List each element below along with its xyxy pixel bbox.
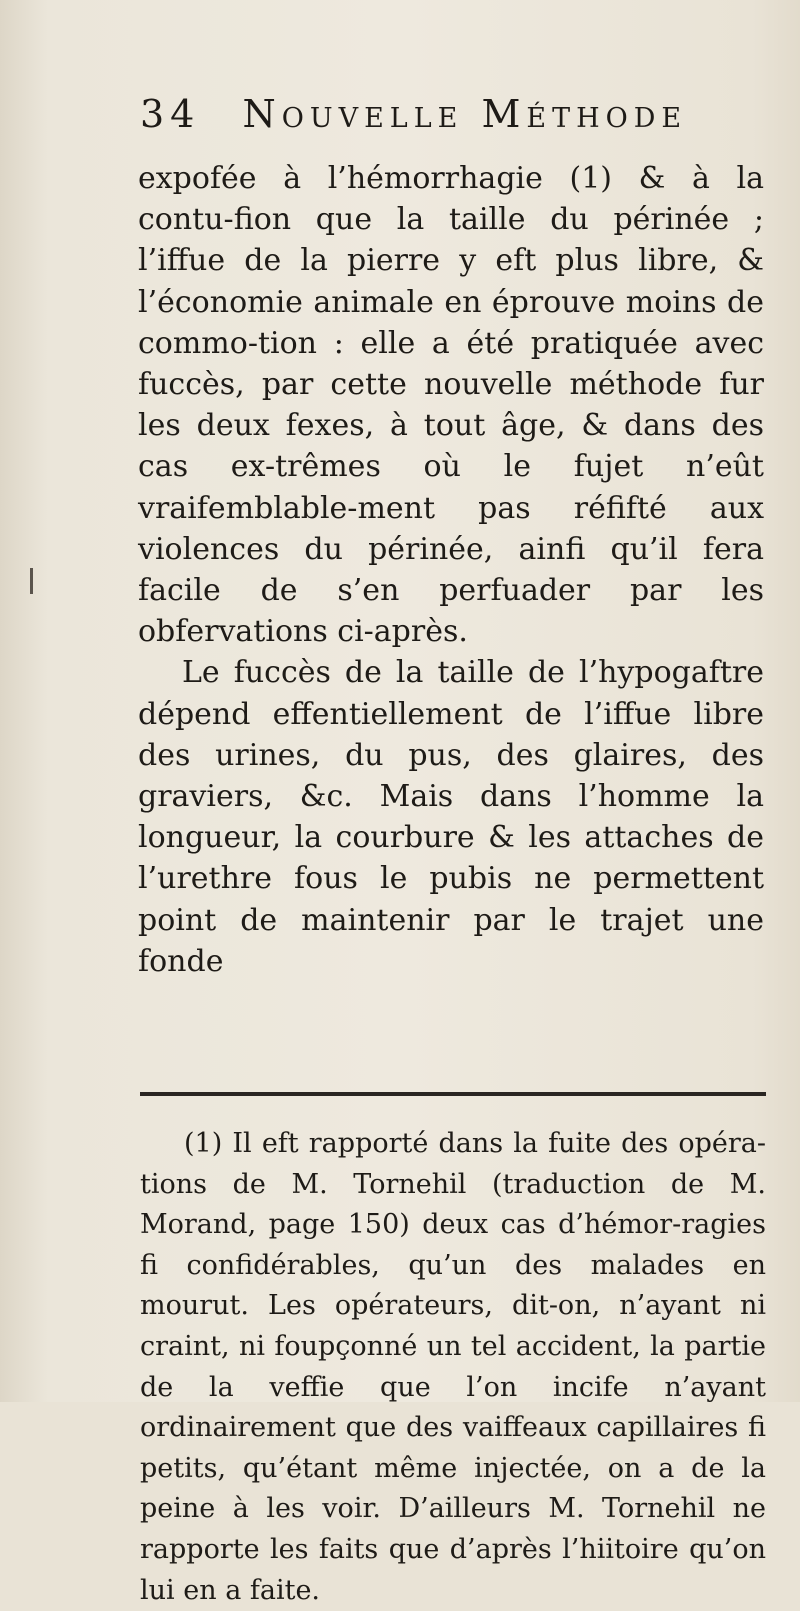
paragraph-1: expofée à l’hémorrhagie (1) & à la contu-fion que la taille du périnée ; l’iffue de la pierre y eft plus libre, & l’économie animale en éprouve moins de commo-tion : elle a été pratiquée avec fuccès, par cette nouvelle méthode fur les deux fexes, à tout âge, & dans des cas ex-trêmes où le fujet n’eût vraifemblable-ment pas réfifté aux violences du périnée, ainfi qu’il fera facile de s’en perfuader par les obfervations ci-après. [138, 161, 764, 650]
main-text [138, 158, 764, 982]
footnote-rule [140, 1092, 766, 1096]
page-number: 34 [140, 92, 201, 136]
page-header [140, 92, 740, 152]
footnote: (1) Il eft rapporté dans la fuite des opéra-tions de M. Tornehil (traduction de M. Morand, page 150) deux cas d’hémor-ragies fi confidérables, qu’un des malades en mourut. Les opérateurs, dit-on, n’ayant ni craint, ni foupçonné un tel accident, la partie de la veffie que l’on incife n’ayant ordinairement que des vaiffeaux capillaires fi petits, qu’étant même injectée, on a de la peine à les voir. D’ailleurs M. Tornehil ne rapporte les faits que d’après l’hiitoire qu’on lui en a faite. [140, 1128, 766, 1606]
running-title: Nouvelle Méthode [242, 92, 688, 136]
margin-mark [30, 568, 33, 594]
paragraph-2: Le fuccès de la taille de l’hypogaftre dépend effentiellement de l’iffue libre des urines, du pus, des glaires, des graviers, &c. Mais dans l’homme la longueur, la courbure & les attaches de l’urethre fous le pubis ne permettent point de maintenir par le trajet une fonde [138, 655, 764, 979]
